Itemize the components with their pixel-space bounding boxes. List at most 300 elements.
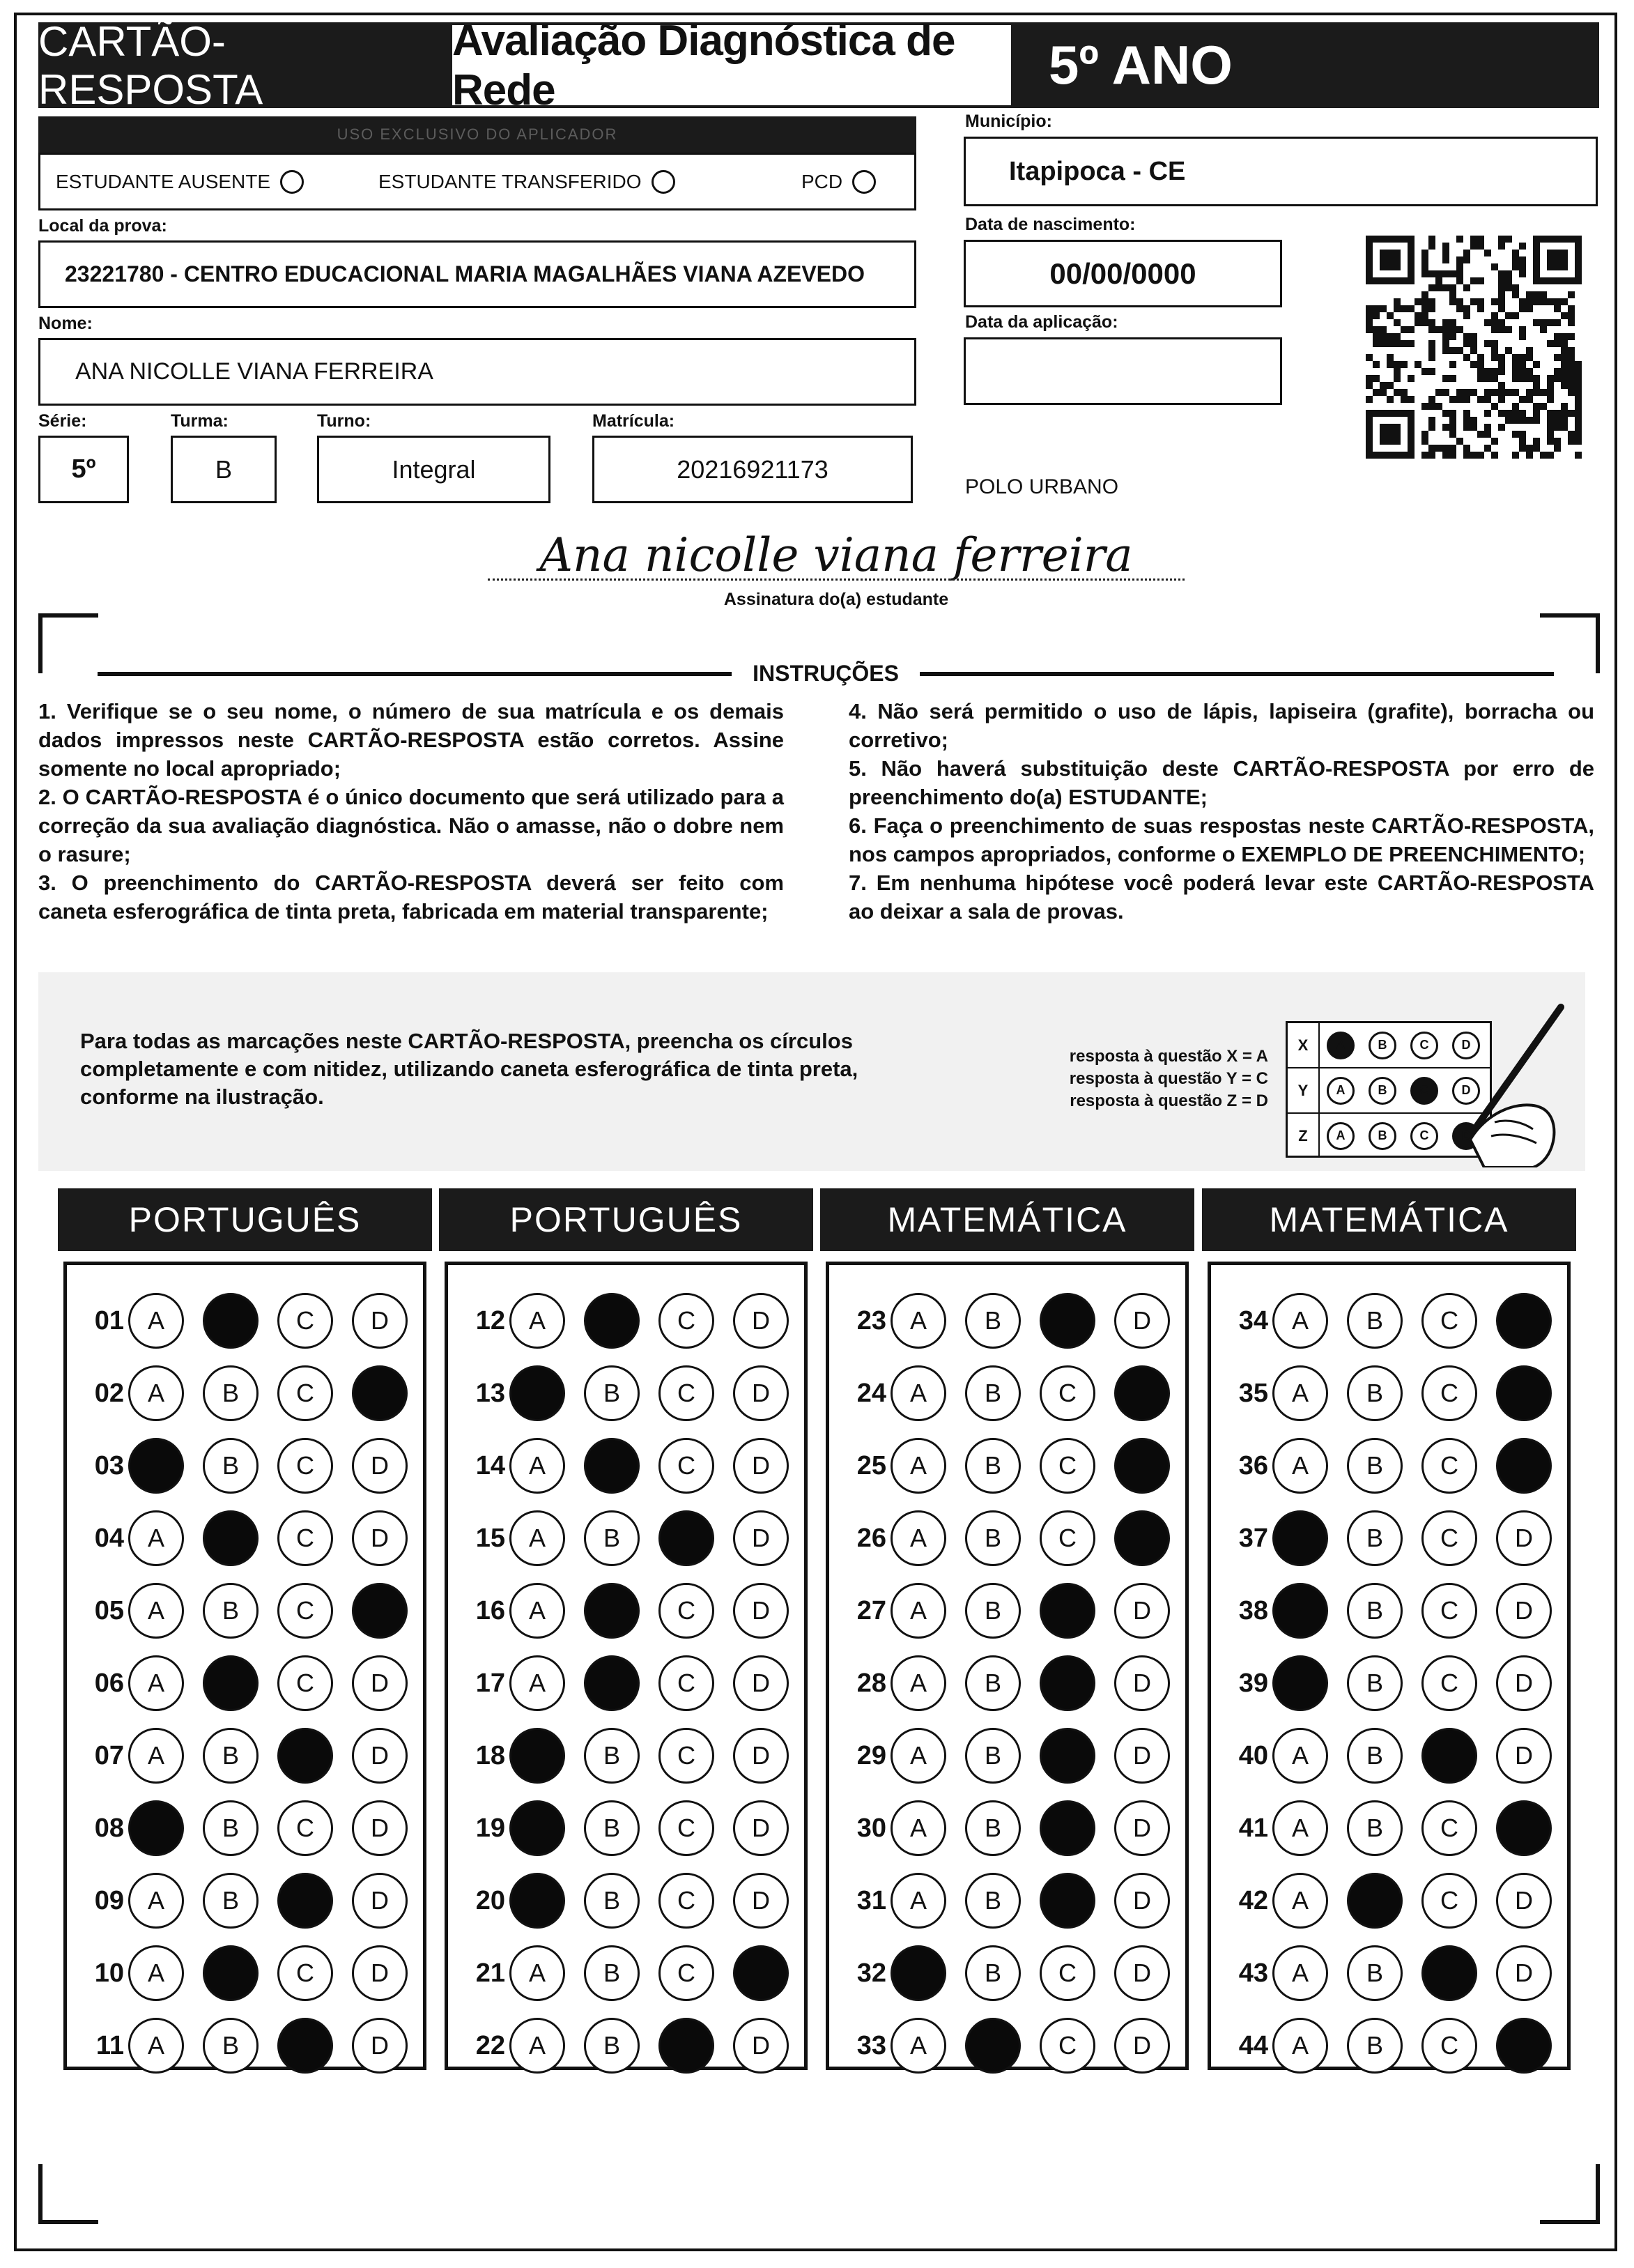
answer-bubble-a[interactable]: A [891, 1510, 946, 1566]
answer-bubble-d[interactable]: D [733, 2018, 789, 2074]
pcd-label: PCD [801, 170, 843, 192]
answer-bubble-b[interactable]: B [1347, 1728, 1403, 1784]
answer-bubble-b[interactable]: B [203, 1583, 259, 1639]
answer-bubble-c[interactable] [1040, 1873, 1095, 1929]
answer-bubble-d[interactable]: D [1114, 1800, 1170, 1856]
answer-bubble-c[interactable] [1421, 1945, 1477, 2001]
answer-bubble-a[interactable] [1272, 1655, 1328, 1711]
corner-mark-bottom-right [1540, 2164, 1600, 2224]
answer-bubble-c[interactable]: C [658, 1873, 714, 1929]
answer-bubble-b[interactable]: B [1347, 1438, 1403, 1494]
instruction-item: 4. Não será permitido o uso de lápis, lapiseira (grafite), borracha ou corretivo; [849, 699, 1594, 752]
matricula-field: 20216921173 [592, 436, 913, 503]
answer-bubble-b[interactable] [203, 1655, 259, 1711]
answer-bubble-d[interactable]: D [733, 1365, 789, 1421]
answer-bubble-a[interactable]: A [509, 1293, 565, 1349]
instruction-item: 7. Em nenhuma hipótese você poderá levar este CARTÃO-RESPOSTA ao deixar a sala de provas. [849, 871, 1594, 924]
question-row [838, 1800, 1189, 1856]
answer-bubble-d[interactable] [1496, 1438, 1552, 1494]
nome-label: Nome: [38, 314, 93, 333]
answer-bubble-d[interactable]: D [352, 1655, 408, 1711]
answer-bubble-d[interactable]: D [1114, 1583, 1170, 1639]
question-number: 13 [475, 1378, 505, 1408]
answer-bubble-d[interactable] [1496, 1293, 1552, 1349]
answer-bubble-b[interactable] [965, 2018, 1021, 2074]
answer-bubble-c[interactable]: C [1040, 1945, 1095, 2001]
transferred-option[interactable] [378, 170, 675, 194]
answer-bubble-b[interactable]: B [584, 2018, 640, 2074]
answer-bubble-b[interactable] [203, 1510, 259, 1566]
answer-bubble-a[interactable]: A [1272, 1800, 1328, 1856]
answer-bubble-d[interactable]: D [352, 1873, 408, 1929]
example-question-label: Z [1288, 1114, 1320, 1158]
question-number: 42 [1238, 1885, 1268, 1915]
answer-bubble-a[interactable] [509, 1365, 565, 1421]
student-signature: Ana nicolle viana ferreira [539, 528, 1133, 582]
answer-bubble-b[interactable]: B [965, 1293, 1021, 1349]
answer-bubble-b[interactable]: B [1347, 1583, 1403, 1639]
answer-bubble-a[interactable]: A [128, 1728, 184, 1784]
answer-bubble-c[interactable]: C [658, 1655, 714, 1711]
question-number: 36 [1238, 1450, 1268, 1480]
answer-bubble-a[interactable]: A [128, 1583, 184, 1639]
turno-field: Integral [317, 436, 550, 503]
section-title: PORTUGUÊS [439, 1188, 813, 1251]
answer-bubble-a[interactable]: A [509, 2018, 565, 2074]
local-field: 23221780 - CENTRO EDUCACIONAL MARIA MAGALHÃES VIANA AZEVEDO [38, 240, 916, 308]
answer-bubble-b[interactable]: B [584, 1365, 640, 1421]
answer-bubble-b[interactable] [203, 1945, 259, 2001]
answer-bubble-b[interactable]: B [1347, 1365, 1403, 1421]
transferred-label: ESTUDANTE TRANSFERIDO [378, 170, 642, 192]
answer-bubble-d[interactable]: D [1114, 1655, 1170, 1711]
question-row [838, 1293, 1189, 1349]
answer-bubble-d[interactable]: D [1114, 1873, 1170, 1929]
answer-bubble-d[interactable]: D [733, 1438, 789, 1494]
example-legend-item: resposta à questão X = A [1069, 1047, 1268, 1066]
answer-bubble-a[interactable]: A [891, 1655, 946, 1711]
answer-bubble-a[interactable]: A [1272, 1365, 1328, 1421]
answer-bubble-c[interactable]: C [1040, 1510, 1095, 1566]
answer-bubble-a[interactable]: A [891, 1728, 946, 1784]
answer-bubble-d[interactable] [733, 1945, 789, 2001]
answer-bubble-a[interactable]: A [891, 1293, 946, 1349]
question-number: 23 [856, 1305, 886, 1335]
question-number: 20 [475, 1885, 505, 1915]
absent-option[interactable] [56, 170, 304, 194]
answer-bubble-d[interactable]: D [1496, 1873, 1552, 1929]
question-row [75, 1800, 426, 1856]
answer-bubble-a[interactable] [1272, 1510, 1328, 1566]
example-bubble-b: B [1369, 1122, 1396, 1150]
answer-bubble-a[interactable]: A [128, 1945, 184, 2001]
question-row [75, 1728, 426, 1784]
question-row [456, 1365, 808, 1421]
serie-field: 5º [38, 436, 129, 503]
answer-bubble-c[interactable]: C [658, 1438, 714, 1494]
question-number: 39 [1238, 1668, 1268, 1698]
corner-mark-top-left [38, 613, 98, 673]
answer-bubble-d[interactable]: D [733, 1293, 789, 1349]
answer-bubble-c[interactable]: C [277, 1365, 333, 1421]
section-answer-box [1208, 1262, 1571, 2070]
answer-bubble-b[interactable]: B [1347, 1655, 1403, 1711]
answer-bubble-c[interactable]: C [277, 1655, 333, 1711]
answer-bubble-a[interactable]: A [509, 1945, 565, 2001]
answer-bubble-b[interactable]: B [584, 1873, 640, 1929]
answer-bubble-c[interactable]: C [1421, 1365, 1477, 1421]
instructions-heading [98, 661, 1554, 687]
answer-bubble-d[interactable]: D [352, 1945, 408, 2001]
answer-bubble-d[interactable]: D [352, 1510, 408, 1566]
question-number: 17 [475, 1668, 505, 1698]
example-bubble-c: C [1410, 1122, 1438, 1150]
answer-bubble-a[interactable]: A [509, 1655, 565, 1711]
answer-bubble-c[interactable]: C [658, 1728, 714, 1784]
question-number: 40 [1238, 1740, 1268, 1770]
answer-bubble-b[interactable]: B [965, 1873, 1021, 1929]
question-row [456, 1728, 808, 1784]
answer-bubble-b[interactable]: B [584, 1510, 640, 1566]
instruction-item: 2. O CARTÃO-RESPOSTA é o único documento que será utilizado para a correção da sua avaliação diagnóstica. Não o amasse, não o dobre nem o rasure; [38, 785, 784, 866]
instructions-right [849, 697, 1594, 926]
answer-bubble-d[interactable]: D [1114, 1945, 1170, 2001]
answer-bubble-b[interactable]: B [584, 1728, 640, 1784]
answer-bubble-a[interactable]: A [1272, 1293, 1328, 1349]
answer-bubble-b[interactable] [203, 1293, 259, 1349]
answer-bubble-a[interactable]: A [509, 1583, 565, 1639]
question-row [1219, 2018, 1571, 2074]
answer-bubble-b[interactable]: B [203, 1728, 259, 1784]
example-legend [969, 1045, 1268, 1112]
question-row [1219, 1873, 1571, 1929]
answer-bubble-a[interactable]: A [891, 1800, 946, 1856]
answer-bubble-d[interactable]: D [1496, 1728, 1552, 1784]
answer-bubble-a[interactable]: A [891, 1873, 946, 1929]
answer-bubble-d[interactable] [1114, 1365, 1170, 1421]
example-question-label: Y [1288, 1068, 1320, 1112]
question-row [1219, 1655, 1571, 1711]
answer-bubble-a[interactable] [128, 1800, 184, 1856]
turma-field: B [171, 436, 277, 503]
question-number: 18 [475, 1740, 505, 1770]
absent-radio[interactable] [280, 170, 304, 194]
answer-bubble-d[interactable]: D [352, 2018, 408, 2074]
answer-bubble-c[interactable] [1040, 1655, 1095, 1711]
question-number: 08 [94, 1813, 124, 1843]
answer-bubble-b[interactable]: B [965, 1583, 1021, 1639]
answer-bubble-c[interactable]: C [1421, 2018, 1477, 2074]
answer-bubble-c[interactable] [658, 2018, 714, 2074]
answer-bubble-a[interactable]: A [1272, 1945, 1328, 2001]
answer-bubble-c[interactable] [1421, 1728, 1477, 1784]
question-number: 43 [1238, 1958, 1268, 1988]
question-row [838, 1365, 1189, 1421]
answer-bubble-b[interactable]: B [584, 1945, 640, 2001]
instructions-rule-left [98, 672, 732, 676]
example-question-label: X [1288, 1023, 1320, 1067]
hand-pen-icon [1456, 1000, 1568, 1167]
question-row [456, 1583, 808, 1639]
answer-bubble-a[interactable]: A [1272, 2018, 1328, 2074]
turno-label: Turno: [317, 411, 371, 431]
answer-bubble-c[interactable]: C [277, 1438, 333, 1494]
answer-bubble-c[interactable]: C [1421, 1438, 1477, 1494]
answer-bubble-d[interactable]: D [352, 1293, 408, 1349]
answer-bubble-b[interactable]: B [584, 1800, 640, 1856]
answer-bubble-d[interactable]: D [733, 1583, 789, 1639]
answer-bubble-d[interactable]: D [352, 1438, 408, 1494]
answer-bubble-d[interactable] [1114, 1510, 1170, 1566]
answer-bubble-c[interactable]: C [1421, 1873, 1477, 1929]
answer-bubble-b[interactable] [1347, 1873, 1403, 1929]
answer-bubble-c[interactable] [277, 2018, 333, 2074]
question-row [456, 1873, 808, 1929]
nascimento-field: 00/00/0000 [964, 240, 1282, 307]
answer-bubble-a[interactable]: A [128, 1510, 184, 1566]
answer-bubble-d[interactable]: D [1496, 1655, 1552, 1711]
answer-bubble-d[interactable] [1114, 1438, 1170, 1494]
question-row [838, 1510, 1189, 1566]
answer-bubble-d[interactable]: D [733, 1655, 789, 1711]
answer-bubble-a[interactable]: A [891, 2018, 946, 2074]
example-bubble-a: A [1327, 1077, 1355, 1105]
question-number: 12 [475, 1305, 505, 1335]
example-bubble-a: A [1327, 1032, 1355, 1059]
question-number: 19 [475, 1813, 505, 1843]
answer-bubble-b[interactable]: B [203, 2018, 259, 2074]
answer-bubble-b[interactable]: B [1347, 1800, 1403, 1856]
question-row [838, 1583, 1189, 1639]
answer-bubble-c[interactable] [277, 1728, 333, 1784]
answer-bubble-c[interactable]: C [277, 1800, 333, 1856]
question-row [1219, 1510, 1571, 1566]
answer-bubble-c[interactable]: C [277, 1293, 333, 1349]
answer-bubble-c[interactable]: C [277, 1945, 333, 2001]
answer-bubble-d[interactable] [1496, 1800, 1552, 1856]
nome-field: ANA NICOLLE VIANA FERREIRA [38, 338, 916, 406]
answer-bubble-d[interactable]: D [733, 1510, 789, 1566]
answer-bubble-b[interactable]: B [1347, 1945, 1403, 2001]
exam-title: Avaliação Diagnóstica de Rede [449, 22, 1014, 108]
answer-bubble-d[interactable]: D [352, 1728, 408, 1784]
answer-bubble-b[interactable]: B [203, 1438, 259, 1494]
local-label: Local da prova: [38, 216, 167, 236]
pcd-radio[interactable] [852, 170, 876, 194]
question-number: 04 [94, 1523, 124, 1553]
answer-bubble-b[interactable]: B [965, 1365, 1021, 1421]
answer-bubble-b[interactable]: B [1347, 1293, 1403, 1349]
question-number: 41 [1238, 1813, 1268, 1843]
answer-bubble-a[interactable] [128, 1438, 184, 1494]
answer-bubble-c[interactable]: C [658, 1800, 714, 1856]
answer-bubble-b[interactable]: B [203, 1365, 259, 1421]
answer-bubble-d[interactable] [352, 1583, 408, 1639]
answer-bubble-b[interactable]: B [965, 1510, 1021, 1566]
answer-bubble-b[interactable]: B [965, 1945, 1021, 2001]
question-number: 07 [94, 1740, 124, 1770]
answer-bubble-c[interactable]: C [658, 1293, 714, 1349]
question-number: 22 [475, 2030, 505, 2060]
instructions-title: INSTRUÇÕES [753, 661, 899, 686]
answer-bubble-a[interactable] [1272, 1583, 1328, 1639]
section-answer-box [63, 1262, 426, 2070]
answer-bubble-d[interactable]: D [1496, 1510, 1552, 1566]
section-answer-box [826, 1262, 1189, 2070]
answer-bubble-a[interactable] [509, 1800, 565, 1856]
admin-options [38, 153, 916, 210]
answer-bubble-d[interactable]: D [1496, 1945, 1552, 2001]
answer-bubble-c[interactable]: C [658, 1945, 714, 2001]
answer-bubble-c[interactable] [1040, 1728, 1095, 1784]
answer-bubble-c[interactable] [1040, 1293, 1095, 1349]
qr-code [1366, 236, 1582, 459]
answer-bubble-c[interactable]: C [658, 1365, 714, 1421]
answer-bubble-a[interactable]: A [1272, 1873, 1328, 1929]
question-number: 11 [95, 2030, 124, 2060]
answer-bubble-a[interactable]: A [891, 1583, 946, 1639]
question-number: 16 [475, 1595, 505, 1625]
answer-bubble-c[interactable]: C [1421, 1655, 1477, 1711]
answer-bubble-b[interactable]: B [965, 1438, 1021, 1494]
answer-bubble-d[interactable]: D [733, 1728, 789, 1784]
question-number: 35 [1238, 1378, 1268, 1408]
question-row [838, 1873, 1189, 1929]
answer-bubble-a[interactable]: A [128, 1365, 184, 1421]
question-row [838, 1945, 1189, 2001]
question-row [75, 1655, 426, 1711]
example-bubble-c: C [1410, 1032, 1438, 1059]
answer-bubble-a[interactable] [891, 1945, 946, 2001]
question-row [75, 2018, 426, 2074]
answer-bubble-b[interactable]: B [203, 1873, 259, 1929]
answer-bubble-d[interactable]: D [1114, 1728, 1170, 1784]
absent-label: ESTUDANTE AUSENTE [56, 170, 271, 192]
answer-bubble-c[interactable]: C [1421, 1510, 1477, 1566]
answer-bubble-b[interactable] [584, 1293, 640, 1349]
question-number: 01 [94, 1305, 124, 1335]
answer-bubble-a[interactable]: A [1272, 1728, 1328, 1784]
transferred-radio[interactable] [652, 170, 675, 194]
aplicacao-label: Data da aplicação: [965, 312, 1118, 332]
turma-label: Turma: [171, 411, 229, 431]
answer-bubble-c[interactable] [1040, 1583, 1095, 1639]
instructions-rule-right [920, 672, 1554, 676]
answer-bubble-b[interactable]: B [203, 1800, 259, 1856]
answer-bubble-b[interactable]: B [965, 1728, 1021, 1784]
aplicacao-field [964, 337, 1282, 405]
question-number: 27 [856, 1595, 886, 1625]
answer-bubble-a[interactable]: A [128, 2018, 184, 2074]
question-number: 28 [856, 1668, 886, 1698]
answer-bubble-d[interactable]: D [1114, 1293, 1170, 1349]
answer-bubble-a[interactable]: A [1272, 1438, 1328, 1494]
answer-bubble-c[interactable]: C [1040, 2018, 1095, 2074]
answer-bubble-c[interactable]: C [277, 1583, 333, 1639]
example-legend-item: resposta à questão Y = C [1069, 1069, 1268, 1088]
answer-bubble-d[interactable]: D [352, 1800, 408, 1856]
question-row [1219, 1945, 1571, 2001]
question-row [1219, 1800, 1571, 1856]
answer-bubble-c[interactable]: C [658, 1583, 714, 1639]
example-text: Para todas as marcações neste CARTÃO-RESPOSTA, preencha os círculos completamente e com nitidez, utilizando caneta esferográfica de tinta preta, conforme na ilustração. [80, 1029, 858, 1109]
answer-bubble-c[interactable]: C [1421, 1800, 1477, 1856]
answer-bubble-c[interactable]: C [1040, 1438, 1095, 1494]
question-number: 38 [1238, 1595, 1268, 1625]
question-number: 10 [94, 1958, 124, 1988]
answer-bubble-a[interactable]: A [509, 1510, 565, 1566]
question-number: 33 [856, 2030, 886, 2060]
answer-bubble-d[interactable]: D [1114, 2018, 1170, 2074]
question-row [456, 1293, 808, 1349]
nascimento-label: Data de nascimento: [965, 215, 1136, 234]
answer-bubble-c[interactable] [277, 1873, 333, 1929]
answer-bubble-b[interactable]: B [965, 1655, 1021, 1711]
question-row [838, 1655, 1189, 1711]
answer-bubble-b[interactable] [584, 1583, 640, 1639]
signature-label: Assinatura do(a) estudante [723, 590, 949, 609]
question-row [456, 1945, 808, 2001]
answer-bubble-a[interactable] [509, 1873, 565, 1929]
answer-bubble-a[interactable]: A [128, 1655, 184, 1711]
question-row [75, 1438, 426, 1494]
answer-bubble-a[interactable] [509, 1728, 565, 1784]
answer-bubble-c[interactable]: C [1421, 1583, 1477, 1639]
answer-bubble-a[interactable]: A [891, 1365, 946, 1421]
answer-bubble-d[interactable]: D [1496, 1583, 1552, 1639]
answer-bubble-c[interactable] [658, 1510, 714, 1566]
example-bubble-d: D [1452, 1122, 1480, 1150]
answer-bubble-b[interactable]: B [965, 1800, 1021, 1856]
answer-bubble-c[interactable]: C [277, 1510, 333, 1566]
question-number: 44 [1238, 2030, 1268, 2060]
answer-bubble-b[interactable]: B [1347, 1510, 1403, 1566]
section-title: PORTUGUÊS [58, 1188, 432, 1251]
answer-bubble-b[interactable] [584, 1438, 640, 1494]
card-title: CARTÃO-RESPOSTA [38, 22, 449, 108]
question-number: 32 [856, 1958, 886, 1988]
question-number: 05 [94, 1595, 124, 1625]
answer-bubble-d[interactable]: D [733, 1800, 789, 1856]
answer-bubble-a[interactable]: A [128, 1873, 184, 1929]
question-number: 15 [475, 1523, 505, 1553]
answer-bubble-d[interactable] [1496, 1365, 1552, 1421]
answer-bubble-c[interactable] [1040, 1800, 1095, 1856]
answer-bubble-d[interactable] [352, 1365, 408, 1421]
answer-bubble-a[interactable]: A [509, 1438, 565, 1494]
answer-bubble-b[interactable]: B [1347, 2018, 1403, 2074]
admin-bar: USO EXCLUSIVO DO APLICADOR [38, 116, 916, 153]
question-number: 02 [94, 1378, 124, 1408]
question-row [1219, 1728, 1571, 1784]
question-number: 21 [475, 1958, 505, 1988]
question-number: 06 [94, 1668, 124, 1698]
matricula-label: Matrícula: [592, 411, 675, 431]
polo-label: POLO URBANO [965, 475, 1119, 498]
answer-bubble-d[interactable]: D [733, 1873, 789, 1929]
answer-bubble-a[interactable]: A [891, 1438, 946, 1494]
example-legend-item: resposta à questão Z = D [1070, 1091, 1268, 1110]
answer-bubble-c[interactable]: C [1421, 1293, 1477, 1349]
answer-bubble-d[interactable] [1496, 2018, 1552, 2074]
question-row [838, 1438, 1189, 1494]
answer-bubble-c[interactable]: C [1040, 1365, 1095, 1421]
answer-bubble-b[interactable] [584, 1655, 640, 1711]
signature-line [488, 579, 1185, 581]
pcd-option[interactable] [801, 170, 876, 194]
question-number: 34 [1238, 1305, 1268, 1335]
answer-bubble-a[interactable]: A [128, 1293, 184, 1349]
